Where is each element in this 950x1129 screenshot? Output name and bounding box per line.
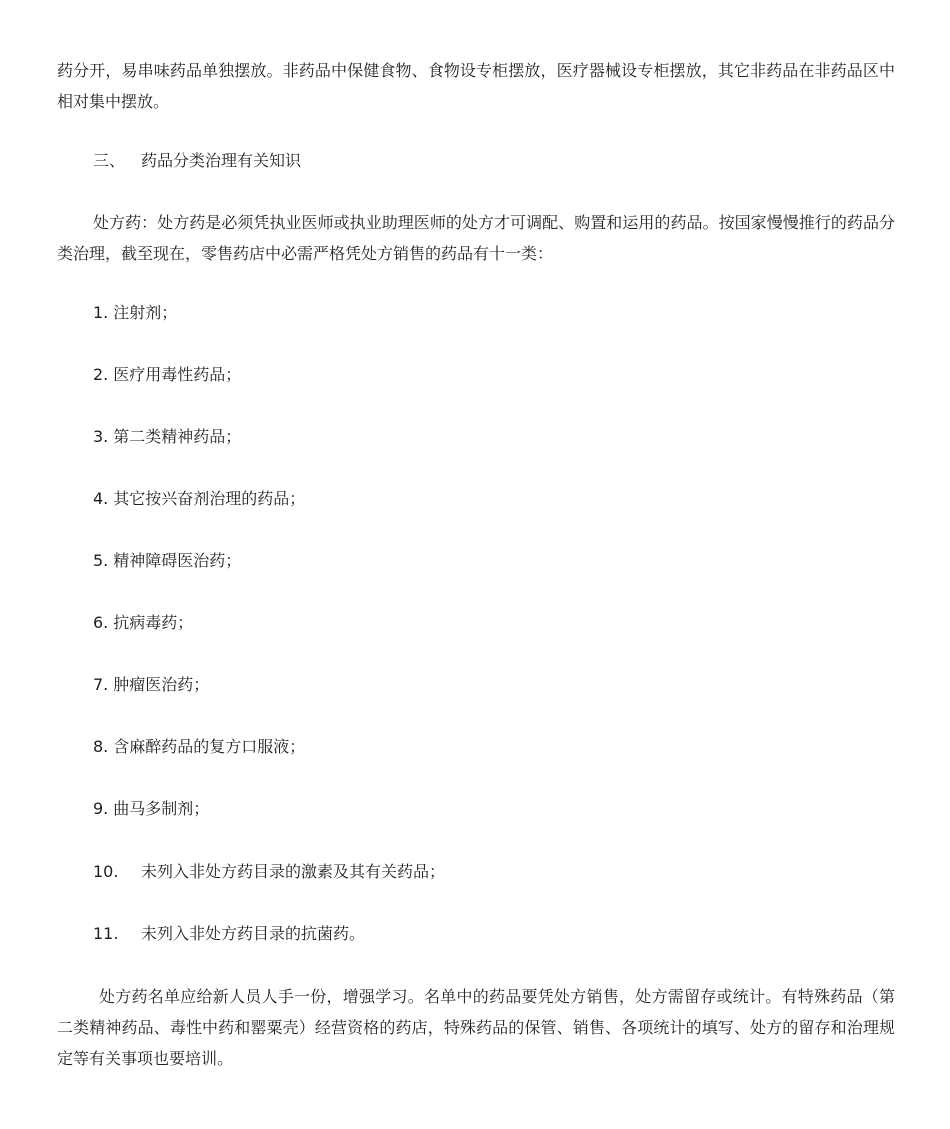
list-item-text: 肿瘤医治药；: [113, 675, 210, 694]
intro-paragraph: 药分开，易串味药品单独摆放。非药品中保健食物、食物设专柜摆放，医疗器械设专柜摆放，其它非药品在非药品区中相对集中摆放。: [57, 61, 895, 111]
list-item-text: 抗病毒药；: [113, 613, 194, 632]
list-item: [93, 607, 193, 638]
list-item-number: 6.: [93, 613, 109, 632]
closing-paragraph: 处方药名单应给新人员人手一份，增强学习。名单中的药品要凭处方销售，处方需留存或统计。有特殊药品（第二类精神药品、毒性中药和罂粟壳）经营资格的药店，特殊药品的保管、销售、各项统计的填写、处方的留存和治理规定等有关事项也要培训。: [57, 987, 895, 1068]
list-item-number: 9.: [93, 799, 109, 818]
list-item-number: 5.: [93, 551, 109, 570]
list-item-text: 第二类精神药品；: [113, 427, 242, 446]
list-item: [93, 359, 241, 390]
list-item: [93, 545, 241, 576]
list-item: [93, 421, 241, 452]
list-item-number: 1.: [93, 303, 109, 322]
list-item-text: 含麻醉药品的复方口服液；: [113, 737, 306, 756]
list-item: [93, 793, 209, 824]
list-item: [93, 856, 445, 887]
definition-paragraph: 处方药：处方药是必须凭执业医师或执业助理医师的处方才可调配、购置和运用的药品。按国家慢慢推行的药品分类治理，截至现在，零售药店中必需严格凭处方销售的药品有十一类：: [57, 213, 895, 263]
list-item-text: 其它按兴奋剂治理的药品；: [113, 489, 306, 508]
list-item-number: 11.: [93, 924, 119, 943]
list-item: [93, 669, 209, 700]
list-item-number: 4.: [93, 489, 109, 508]
list-item-text: 注射剂；: [113, 303, 178, 322]
list-item-text: 精神障碍医治药；: [113, 551, 242, 570]
section-title: 药品分类治理有关知识: [141, 151, 302, 170]
list-item-text: 医疗用毒性药品；: [113, 365, 242, 384]
list-item-number: 10.: [93, 862, 119, 881]
list-item-text: 未列入非处方药目录的抗菌药。: [141, 924, 366, 943]
list-item-number: 7.: [93, 675, 109, 694]
list-item-text: 曲马多制剂；: [113, 799, 210, 818]
section-number: 三、: [93, 151, 126, 170]
list-item-number: 2.: [93, 365, 109, 384]
list-item-text: 未列入非处方药目录的激素及其有关药品；: [141, 862, 446, 881]
list-item: [93, 918, 365, 949]
section-heading: [93, 145, 301, 176]
list-item: [93, 731, 305, 762]
list-item-number: 8.: [93, 737, 109, 756]
list-item-number: 3.: [93, 427, 109, 446]
list-item: [93, 297, 177, 328]
list-item: [93, 483, 305, 514]
